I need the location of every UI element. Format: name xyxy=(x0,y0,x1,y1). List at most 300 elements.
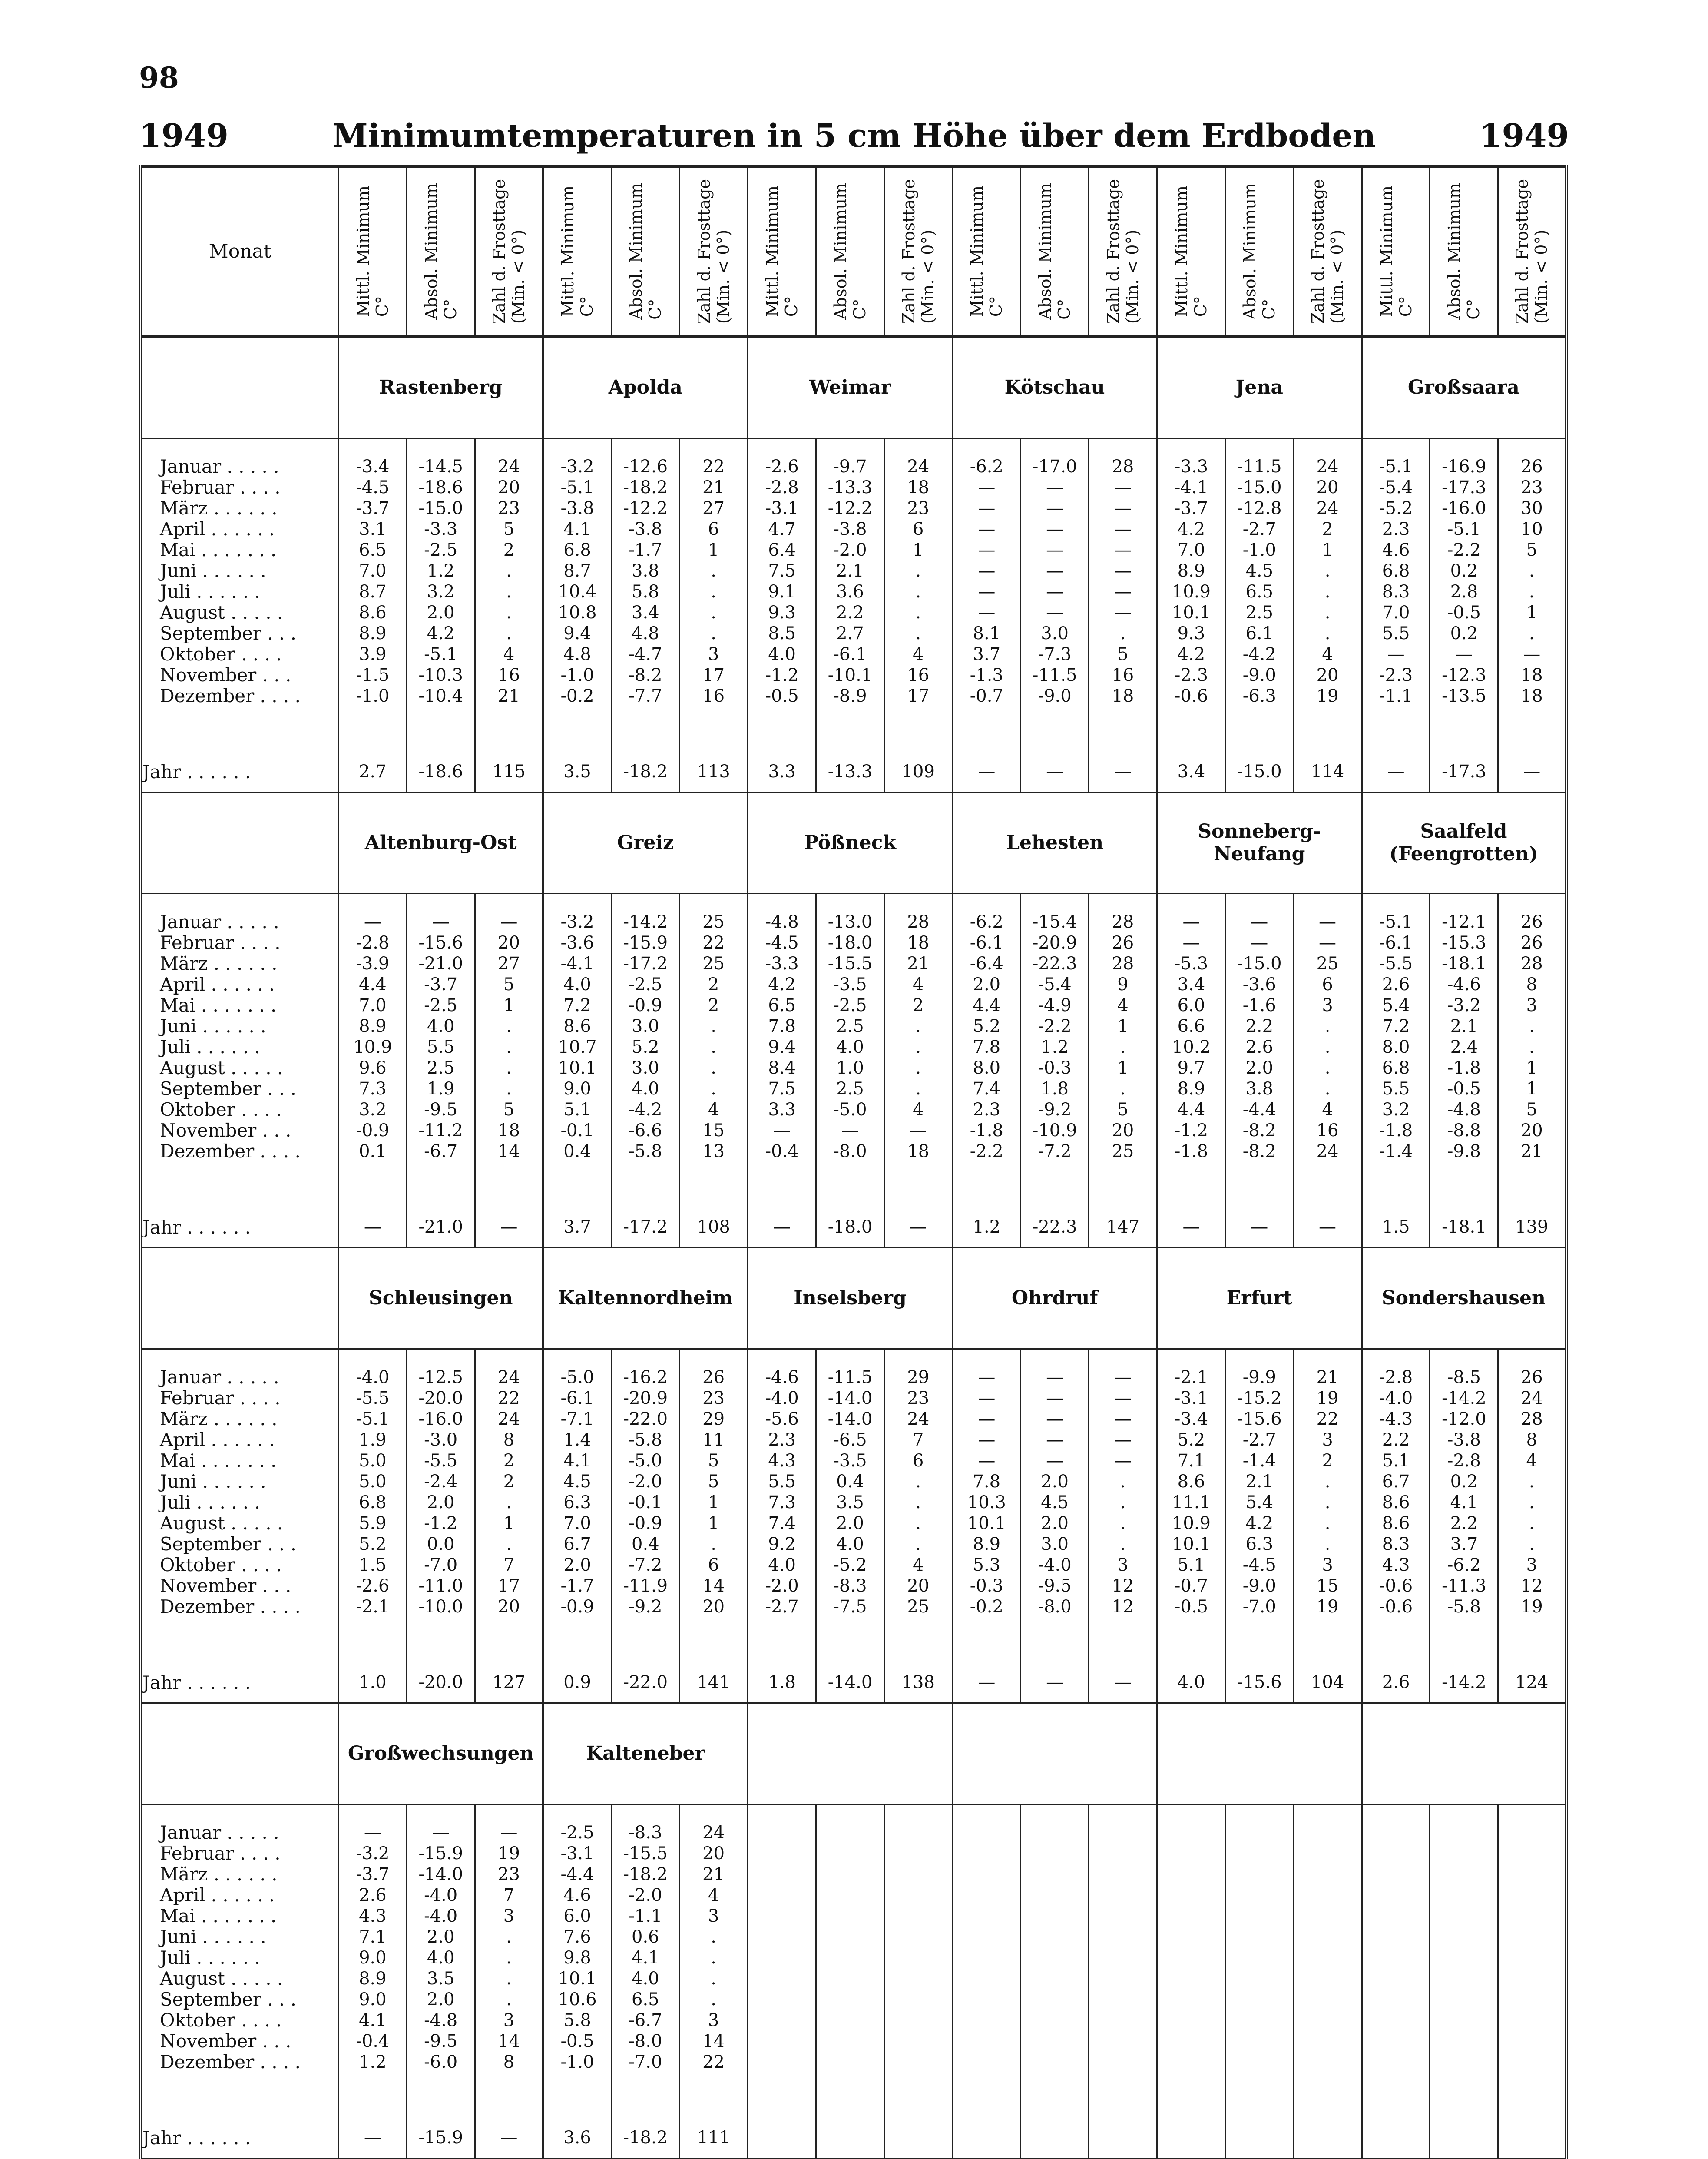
month-column xyxy=(141,1349,338,1663)
value-cell: 4 xyxy=(1322,644,1333,664)
value-cell: 3 xyxy=(708,2010,719,2030)
value-cell: -6.5 xyxy=(833,1430,867,1450)
value-cell: -2.0 xyxy=(629,1885,662,1905)
value-cell: . xyxy=(915,582,921,602)
value-cell: . xyxy=(506,623,512,643)
value-list xyxy=(1021,439,1088,706)
value-cell: 3.8 xyxy=(1245,1079,1274,1099)
value-cell: 29 xyxy=(907,1367,930,1387)
year-label: Jahr . . . . . . xyxy=(141,2118,338,2159)
value-column xyxy=(748,894,816,1207)
station-name: Lehesten xyxy=(953,793,1157,894)
value-cell: 2.5 xyxy=(427,1058,455,1078)
value-cell: . xyxy=(1120,1079,1126,1099)
value-column xyxy=(953,1804,1021,2118)
value-cell: 2 xyxy=(708,975,719,995)
month-label: November . . . xyxy=(160,1575,291,1596)
value-cell: 2.0 xyxy=(427,1492,455,1512)
value-cell: — xyxy=(432,1823,450,1843)
value-column xyxy=(1430,1349,1498,1663)
value-cell: 3 xyxy=(708,644,719,664)
year-label: Jahr . . . . . . xyxy=(141,752,338,793)
value-cell: -10.1 xyxy=(828,665,873,685)
value-cell: -3.2 xyxy=(560,912,594,932)
value-cell: 25 xyxy=(702,912,725,932)
value-cell: 8.1 xyxy=(973,623,1001,643)
value-cell: -0.6 xyxy=(1379,1597,1413,1617)
value-cell: -7.0 xyxy=(629,2052,662,2072)
value-list xyxy=(1089,439,1156,706)
value-cell: — xyxy=(1046,582,1064,602)
value-cell: 24 xyxy=(1316,498,1339,518)
value-cell: — xyxy=(1319,912,1337,932)
month-label: Mai . . . . . . . xyxy=(160,1450,277,1471)
value-cell: -18.6 xyxy=(418,478,463,497)
value-cell: 2.5 xyxy=(836,1016,864,1036)
value-cell: 5 xyxy=(1117,644,1129,664)
value-column xyxy=(611,894,679,1207)
value-cell: 21 xyxy=(1316,1367,1339,1387)
value-column xyxy=(1157,438,1225,752)
value-cell: -15.2 xyxy=(1237,1388,1282,1408)
value-cell: -7.0 xyxy=(1242,1597,1276,1617)
value-cell: . xyxy=(1529,1037,1535,1057)
value-cell: -5.4 xyxy=(1379,478,1413,497)
value-cell: -3.4 xyxy=(356,457,390,477)
value-cell: 4.1 xyxy=(1450,1492,1478,1512)
station-row xyxy=(141,336,1566,438)
value-cell: . xyxy=(506,1037,512,1057)
header-col-label: Absol. Minimum C° xyxy=(1445,183,1483,320)
header-col-label: Zahl d. Frosttage (Min. < 0°) xyxy=(899,179,937,324)
value-cell: — xyxy=(978,1430,996,1450)
value-cell: 6 xyxy=(913,519,924,539)
value-cell: -16.0 xyxy=(418,1409,463,1429)
station-name xyxy=(953,1703,1157,1804)
value-cell: — xyxy=(978,498,996,518)
value-cell: . xyxy=(711,603,716,623)
value-cell: -14.0 xyxy=(828,1388,873,1408)
value-cell: 8.9 xyxy=(1177,561,1205,581)
year-value xyxy=(816,2118,884,2159)
value-cell: -4.6 xyxy=(765,1367,799,1387)
value-cell: 3.6 xyxy=(836,582,864,602)
header-col-wrap xyxy=(748,168,815,335)
year-value: — xyxy=(1021,752,1089,793)
value-cell: -1.7 xyxy=(629,540,662,560)
value-cell: -3.2 xyxy=(1447,995,1481,1015)
value-cell: 4.1 xyxy=(632,1948,659,1968)
value-cell: 8.9 xyxy=(1177,1079,1205,1099)
value-cell: 17 xyxy=(498,1576,520,1596)
value-cell: -0.1 xyxy=(629,1492,662,1512)
year-value: -18.0 xyxy=(816,1207,884,1248)
value-cell: 3.0 xyxy=(632,1058,659,1078)
value-cell: 2 xyxy=(913,995,924,1015)
value-cell: -15.6 xyxy=(1237,1409,1282,1429)
value-cell: -4.2 xyxy=(629,1100,662,1120)
header-col-wrap xyxy=(953,168,1020,335)
value-cell: 10.4 xyxy=(558,582,597,602)
year-value: — xyxy=(884,1207,953,1248)
value-cell: 5.5 xyxy=(1382,623,1410,643)
station-name: Rastenberg xyxy=(338,336,543,438)
value-cell: 2.0 xyxy=(427,603,455,623)
value-column xyxy=(543,894,611,1207)
station-row-blank xyxy=(141,793,338,894)
value-cell: . xyxy=(506,1492,512,1512)
value-cell: 1.0 xyxy=(836,1058,864,1078)
value-cell: -3.1 xyxy=(765,498,799,518)
year-value: — xyxy=(953,752,1021,793)
value-cell: — xyxy=(1114,540,1132,560)
header-col-wrap xyxy=(612,168,679,335)
header-monat: Monat xyxy=(141,166,338,336)
value-cell: -2.8 xyxy=(1379,1367,1413,1387)
value-cell: -13.0 xyxy=(828,912,873,932)
month-label: April . . . . . . xyxy=(160,974,275,995)
value-cell: -4.1 xyxy=(1174,478,1208,497)
value-list xyxy=(1158,439,1225,706)
value-cell: 21 xyxy=(498,686,520,706)
month-label: Mai . . . . . . . xyxy=(160,539,277,560)
value-cell: 1.5 xyxy=(359,1555,387,1575)
value-cell: -12.0 xyxy=(1442,1409,1486,1429)
year-value: -18.2 xyxy=(611,2118,679,2159)
value-cell: 2.4 xyxy=(1450,1037,1478,1057)
value-cell: 11.1 xyxy=(1172,1492,1211,1512)
month-label: Januar . . . . . xyxy=(160,911,279,932)
value-cell: 2.7 xyxy=(836,623,864,643)
value-cell: -18.2 xyxy=(623,1864,668,1884)
value-list xyxy=(680,894,747,1162)
value-cell: 20 xyxy=(498,933,520,953)
value-column xyxy=(1294,1349,1362,1663)
value-cell: . xyxy=(1529,1472,1535,1492)
year-value: — xyxy=(1021,1662,1089,1703)
value-cell: -0.3 xyxy=(1038,1058,1072,1078)
value-cell: — xyxy=(1387,644,1405,664)
header-col xyxy=(1362,166,1430,336)
value-cell: -15.0 xyxy=(1237,478,1282,497)
value-cell: -3.6 xyxy=(1242,975,1276,995)
value-cell: 3.8 xyxy=(632,561,659,581)
value-cell: 19 xyxy=(1520,1597,1543,1617)
value-cell: -5.1 xyxy=(1379,457,1413,477)
value-list xyxy=(476,894,543,1162)
value-column xyxy=(1021,1804,1089,2118)
value-cell: 17 xyxy=(702,665,725,685)
value-cell: 22 xyxy=(1316,1409,1339,1429)
value-cell: -0.9 xyxy=(356,1121,390,1141)
value-cell: -6.3 xyxy=(1242,686,1276,706)
value-list xyxy=(953,894,1020,1162)
value-cell: — xyxy=(978,561,996,581)
value-cell: 9.0 xyxy=(563,1079,591,1099)
value-column xyxy=(953,438,1021,752)
value-cell: 7 xyxy=(503,1885,515,1905)
header-col-label: Absol. Minimum C° xyxy=(1036,183,1074,320)
value-cell: 9.8 xyxy=(563,1948,591,1968)
value-cell: -16.9 xyxy=(1442,457,1486,477)
value-cell: 3.9 xyxy=(359,644,387,664)
value-list xyxy=(885,1350,952,1617)
value-cell: -14.0 xyxy=(418,1864,463,1884)
value-cell: — xyxy=(978,1367,996,1387)
value-cell: -5.3 xyxy=(1174,954,1208,974)
month-label: Dezember . . . . xyxy=(160,1141,301,1162)
header-col-label: Mittl. Minimum C° xyxy=(353,186,392,317)
year-value: 104 xyxy=(1294,1662,1362,1703)
header-col xyxy=(1430,166,1498,336)
value-cell: . xyxy=(1120,623,1126,643)
value-cell: -1.1 xyxy=(629,1906,662,1926)
value-cell: -13.3 xyxy=(828,478,873,497)
year-value: 2.6 xyxy=(1362,1662,1430,1703)
station-name: Saalfeld (Feengrotten) xyxy=(1362,793,1566,894)
value-cell: — xyxy=(1114,519,1132,539)
value-cell: 21 xyxy=(907,954,930,974)
month-label: Januar . . . . . xyxy=(160,1822,279,1843)
value-cell: 8 xyxy=(503,2052,515,2072)
value-cell: 8.4 xyxy=(768,1058,796,1078)
value-cell: 18 xyxy=(907,933,930,953)
month-list xyxy=(142,894,338,1162)
value-column xyxy=(1225,894,1294,1207)
value-cell: 30 xyxy=(1520,498,1543,518)
month-label: April . . . . . . xyxy=(160,1884,275,1906)
value-cell: -12.8 xyxy=(1237,498,1282,518)
station-name: Inselsberg xyxy=(748,1248,952,1349)
value-cell: . xyxy=(711,1037,716,1057)
value-cell: -5.0 xyxy=(629,1451,662,1471)
value-column xyxy=(679,894,748,1207)
station-name: Kaltennordheim xyxy=(543,1248,748,1349)
value-cell: 28 xyxy=(1112,457,1134,477)
value-cell: 5 xyxy=(1526,540,1537,560)
month-label: Oktober . . . . xyxy=(160,643,282,665)
value-cell: 15 xyxy=(1316,1576,1339,1596)
value-cell: 8.6 xyxy=(1382,1513,1410,1533)
value-cell: 6.0 xyxy=(1177,995,1205,1015)
value-cell: 7.6 xyxy=(563,1927,591,1947)
value-list xyxy=(748,439,815,706)
value-cell: 5.4 xyxy=(1382,995,1410,1015)
value-cell: 7.5 xyxy=(768,561,796,581)
header-col-wrap xyxy=(476,168,543,335)
value-cell: -15.4 xyxy=(1032,912,1077,932)
value-cell: 4.6 xyxy=(563,1885,591,1905)
value-cell: 9.7 xyxy=(1177,1058,1205,1078)
value-cell: -18.0 xyxy=(828,933,873,953)
value-cell: — xyxy=(1114,1367,1132,1387)
station-name: Altenburg-Ost xyxy=(338,793,543,894)
value-cell: 5 xyxy=(503,1100,515,1120)
value-cell: -17.3 xyxy=(1442,478,1486,497)
header-col-label: Mittl. Minimum C° xyxy=(1377,186,1415,317)
value-cell: -2.5 xyxy=(424,540,458,560)
value-cell: 9.3 xyxy=(1177,623,1205,643)
value-cell: -3.2 xyxy=(356,1844,390,1864)
value-cell: 3.5 xyxy=(836,1492,864,1512)
value-cell: -10.3 xyxy=(418,665,463,685)
value-cell: 20 xyxy=(702,1844,725,1864)
month-list xyxy=(142,1805,338,2073)
value-cell: . xyxy=(1529,1534,1535,1554)
value-cell: 9.1 xyxy=(768,582,796,602)
value-cell: 23 xyxy=(1520,478,1543,497)
value-column xyxy=(1021,1349,1089,1663)
value-column xyxy=(475,894,543,1207)
year-value: -20.0 xyxy=(407,1662,475,1703)
year-value: 127 xyxy=(475,1662,543,1703)
month-label: Januar . . . . . xyxy=(160,456,279,477)
value-cell: 2.2 xyxy=(836,603,864,623)
value-cell: -1.0 xyxy=(560,665,594,685)
value-cell: -7.1 xyxy=(560,1409,594,1429)
value-cell: -2.6 xyxy=(765,457,799,477)
month-label: September . . . xyxy=(160,623,296,644)
value-cell: 3 xyxy=(503,2010,515,2030)
year-value: 138 xyxy=(884,1662,953,1703)
value-cell: -6.4 xyxy=(970,954,1003,974)
year-row xyxy=(141,752,1566,793)
page-number: 98 xyxy=(139,61,179,95)
value-cell: 5.3 xyxy=(973,1555,1001,1575)
value-cell: — xyxy=(1319,933,1337,953)
year-value xyxy=(1362,2118,1430,2159)
value-cell: . xyxy=(1324,623,1331,643)
value-column xyxy=(475,1349,543,1663)
value-cell: -0.4 xyxy=(356,2031,390,2051)
value-column xyxy=(338,894,407,1207)
value-cell: . xyxy=(1324,603,1331,623)
value-cell: 2.3 xyxy=(1382,519,1410,539)
value-cell: 4.2 xyxy=(1245,1513,1274,1533)
value-cell: -2.6 xyxy=(356,1576,390,1596)
value-cell: -11.5 xyxy=(1237,457,1282,477)
month-label: Juni . . . . . . xyxy=(160,1926,266,1947)
value-cell: 20 xyxy=(1112,1121,1134,1141)
value-cell: . xyxy=(915,1472,921,1492)
value-cell: -7.2 xyxy=(1038,1141,1072,1161)
value-cell: 0.0 xyxy=(427,1534,455,1554)
value-cell: 2.1 xyxy=(836,561,864,581)
month-list xyxy=(142,1350,338,1617)
value-cell: 25 xyxy=(1112,1141,1134,1161)
value-cell: -0.7 xyxy=(1174,1576,1208,1596)
value-cell: . xyxy=(1324,1492,1331,1512)
value-cell: -1.2 xyxy=(1174,1121,1208,1141)
value-cell: -7.3 xyxy=(1038,644,1072,664)
value-list xyxy=(339,1350,406,1617)
value-cell: 4 xyxy=(708,1100,719,1120)
value-cell: 8 xyxy=(1526,975,1537,995)
value-cell: . xyxy=(1324,1472,1331,1492)
value-cell: -1.2 xyxy=(424,1513,458,1533)
value-cell: 6.8 xyxy=(1382,1058,1410,1078)
value-cell: — xyxy=(1182,912,1200,932)
year-value: 1.2 xyxy=(953,1207,1021,1248)
value-cell: -1.8 xyxy=(1447,1058,1481,1078)
value-list xyxy=(407,1805,474,2073)
value-cell: 4.1 xyxy=(359,2010,387,2030)
value-cell: 1.4 xyxy=(563,1430,591,1450)
value-cell: -6.0 xyxy=(424,2052,458,2072)
value-cell: -9.0 xyxy=(1242,1576,1276,1596)
value-column xyxy=(1498,894,1566,1207)
value-cell: 7.0 xyxy=(1382,603,1410,623)
value-column xyxy=(884,1349,953,1663)
header-col-label: Absol. Minimum C° xyxy=(831,183,869,320)
value-cell: 2.1 xyxy=(1245,1472,1274,1492)
value-cell: 0.2 xyxy=(1450,623,1478,643)
month-label: März . . . . . . xyxy=(160,1864,278,1885)
station-row xyxy=(141,1703,1566,1804)
header-row xyxy=(141,166,1566,336)
value-cell: -9.0 xyxy=(1242,665,1276,685)
value-cell: -5.8 xyxy=(629,1141,662,1161)
value-cell: -8.2 xyxy=(629,665,662,685)
year-value: 4.0 xyxy=(1157,1662,1225,1703)
value-cell: 3 xyxy=(1322,995,1333,1015)
value-cell: — xyxy=(1046,561,1064,581)
value-cell: 9.0 xyxy=(359,1948,387,1968)
value-cell: 6 xyxy=(708,1555,719,1575)
value-cell: 7.0 xyxy=(359,995,387,1015)
value-cell: -4.0 xyxy=(356,1367,390,1387)
header-col-label: Absol. Minimum C° xyxy=(626,183,665,320)
value-cell: — xyxy=(841,1121,859,1141)
month-label: April . . . . . . xyxy=(160,1429,275,1450)
value-cell: -3.5 xyxy=(833,1451,867,1471)
year-value: — xyxy=(953,1662,1021,1703)
value-cell: — xyxy=(1046,478,1064,497)
value-cell: -12.5 xyxy=(418,1367,463,1387)
value-cell: . xyxy=(711,623,716,643)
value-cell: -3.4 xyxy=(1174,1409,1208,1429)
value-cell: -4.1 xyxy=(560,954,594,974)
value-list xyxy=(476,439,543,706)
value-cell: -0.5 xyxy=(1447,1079,1481,1099)
month-column xyxy=(141,894,338,1207)
month-label: Juli . . . . . . xyxy=(160,581,260,602)
value-cell: . xyxy=(1324,1534,1331,1554)
value-cell: 4.5 xyxy=(563,1472,591,1492)
value-list xyxy=(612,894,679,1162)
station-name: Großwechsungen xyxy=(338,1703,543,1804)
value-cell: -9.2 xyxy=(1038,1100,1072,1120)
value-cell: -0.4 xyxy=(765,1141,799,1161)
value-cell: — xyxy=(1251,912,1268,932)
value-cell: -14.0 xyxy=(828,1409,873,1429)
value-cell: -8.0 xyxy=(629,2031,662,2051)
value-cell: 24 xyxy=(498,1409,520,1429)
value-cell: . xyxy=(1529,561,1535,581)
value-cell: -8.2 xyxy=(1242,1141,1276,1161)
month-label: August . . . . . xyxy=(160,1057,283,1078)
value-cell: 7.0 xyxy=(1177,540,1205,560)
value-list xyxy=(680,1350,747,1617)
value-cell: 5.2 xyxy=(359,1534,387,1554)
month-label: April . . . . . . xyxy=(160,518,275,540)
value-column xyxy=(816,438,884,752)
value-list xyxy=(407,439,474,706)
value-cell: 2.8 xyxy=(1450,582,1478,602)
value-cell: -4.5 xyxy=(765,933,799,953)
value-cell: 6.8 xyxy=(563,540,591,560)
value-cell: 19 xyxy=(498,1844,520,1864)
